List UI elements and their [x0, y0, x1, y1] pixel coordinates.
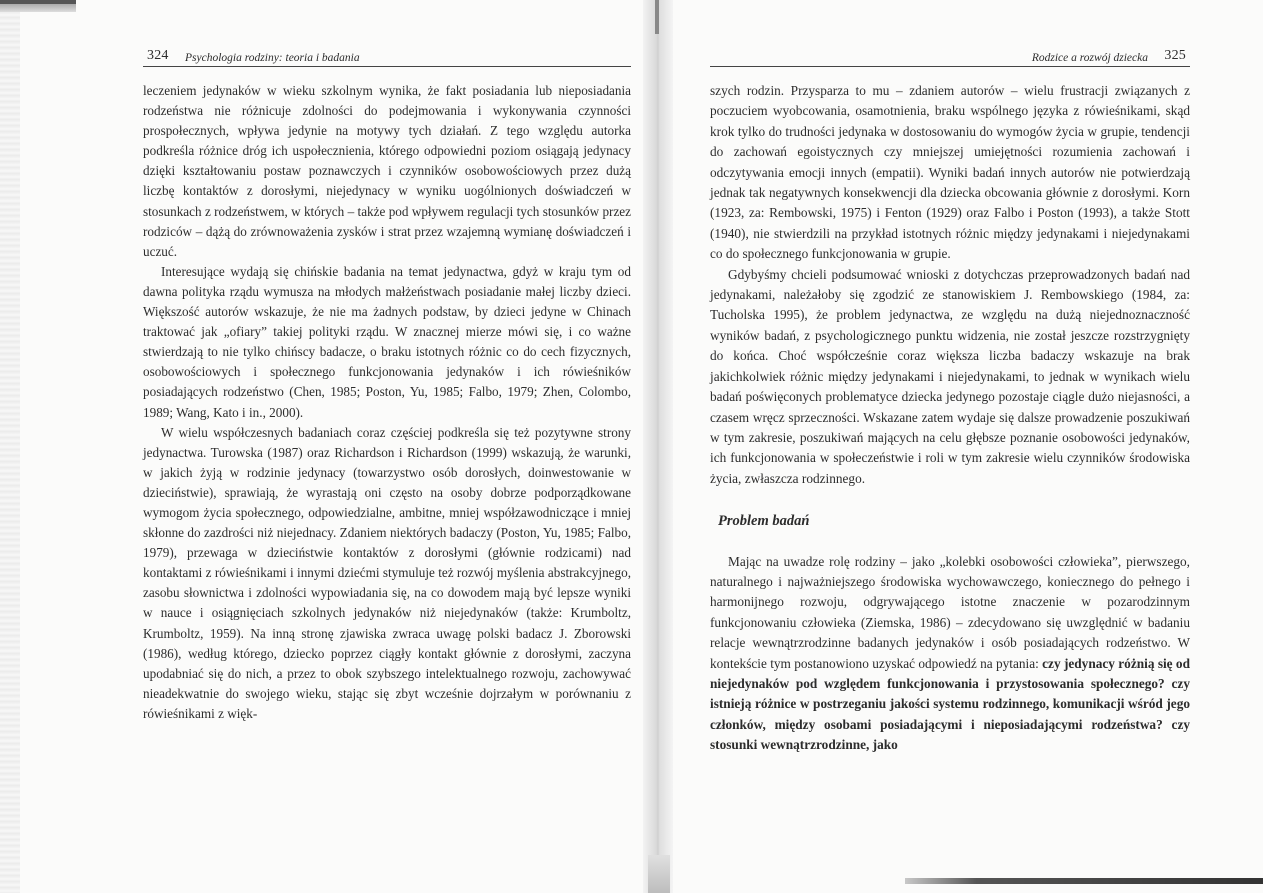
paragraph: W wielu współczesnych badaniach coraz częściej podkreśla się też pozytywne strony jedynactwa. Turowska (1987) oraz Richardson i Richardson (1999) wskazują, że warunki, w jakich żyją w rodzinie jedynacy (towarzystwo osób dorosłych, doinwestowanie w dzieciństwie), sprawiają, że wyrastają oni często na osoby dobrze podporządkowane wymogom życia społecznego, odpowiedzialne, ambitne, mniej współzawodniczące i mniej skłonne do zazdrości niż niejednacy. Zdaniem niektórych badaczy (Poston, Yu, 1985; Falbo, 1979), przewaga w dzieciństwie kontaktów z dorosłymi (głównie rodzicami) nad kontaktami z rówieśnikami i innymi dziećmi stymuluje też rozwój myślenia abstrakcyjnego, zasobu słownictwa i zdolności wypowiadania się, na co dowodem mają być lepsze wyniki w nauce i osiągnięciach szkolnych jedynaków niż niejedynaków (także: Krumboltz, Krumboltz, 1959). Na inną stronę zjawiska zwraca uwagę polski badacz J. Zborowski (1986), według którego, dziecko poprzez ciągły kontakt głównie z dorosłymi, zaczyna upodabniać się do nich, a przez to obok szybszego intelektualnego rozwoju, zachowywać nieadekwatnie do swojego wieku, stając się zbyt wcześnie dojrzałym w porównaniu z rówieśnikami z więk- [143, 424, 631, 721]
running-title: Psychologia rodziny: teoria i badania [185, 52, 360, 64]
scan-corner-mark [0, 0, 76, 12]
page-edge-left [0, 12, 20, 893]
research-questions: czy jedynacy różnią się od niejedynaków pod względem funkcjonowania i przystosowania społecznego? czy istnieją różnice w postrzeganiu jakości systemu rodzinnego, komunikacji wśród jego członków, między osobami posiadającymi i nieposiadającymi rodzeństwa? czy stosunki wewnątrzrodzinne, jako [710, 655, 1190, 753]
right-page-header [710, 46, 1190, 67]
left-page-body [143, 81, 631, 724]
paragraph: szych rodzin. Przysparza to mu – zdaniem autorów – wielu frustracji związanych z poczuciem wyobcowania, osamotnienia, braku wspólnego języka z rówieśnikami, skąd krok tylko do trudności jedynaka w dostosowaniu do wymogów życia w grupie, tendencji do zachowań egoistycznych czy mniejszej umiejętności rozumienia zachowań i odczytywania emocji innych (empatii). Wyniki badań innych autorów nie potwierdzają jednak tak negatywnych konsekwencji dla dziecka obcowania głównie z dorosłymi. Korn (1923, za: Rembowski, 1975) i Fenton (1929) oraz Falbo i Poston (1993), a także Stott (1940), nie stwierdzili na przykład istotnych różnic między jedynakami i niejedynakami co do społecznego funkcjonowania w grupie. [710, 83, 1190, 262]
gutter-top-mark [655, 0, 659, 34]
right-page-body [710, 81, 1190, 756]
paragraph: Gdybyśmy chcieli podsumować wnioski z dotychczas przeprowadzonych badań nad jedynakami, należałoby się zgodzić ze stanowiskiem J. Rembowskiego (1984, za: Tucholska 1995), że problem jedynactwa, ze względu na dużą niejednoznaczność wyników badań, z psychologicznego punktu widzenia, nie został jeszcze rozstrzygnięty do końca. Choć współcześnie coraz większa liczba badaczy wskazuje na brak jakichkolwiek różnic między jedynakami i niejedynakami, to jednak w wynikach wielu badań poświęconych problematyce dziecka jedynego pozostaje ciągle dużo niejasności, a czasem wręcz sprzeczności. Wskazane zatem wydaje się dalsze prowadzenie poszukiwań w tym zakresie, poszukiwań mających na celu głębsze poznanie osobowości jedynaków, ich funkcjonowania w społeczeństwie i roli w tym zakresie wielu czynników środowiska życia, zwłaszcza rodzinnego. [710, 266, 1190, 486]
gutter-bottom-mark [648, 855, 670, 893]
left-page-header [143, 46, 631, 67]
paragraph: leczeniem jedynaków w wieku szkolnym wynika, że fakt posiadania lub nieposiadania rodzeństwa nie różnicuje zdolności do podejmowania i wykonywania czynności prospołecznych, wpływa jedynie na motywy tych działań. Z tego względu autorka podkreśla różnice dróg ich uspołecznienia, którego odpowiedni poziom osiągają jedynacy dzięki kształtowaniu postaw poznawczych i czynników osobowościowych przez dużą liczbę kontaktów z dorosłymi, niejedynacy w wyniku uogólnionych doświadczeń w stosunkach z rodzeństwem, w których – także pod wpływem regulacji tych stosunków przez rodziców – dążą do zrównoważenia zysków i strat przez wzajemną wymianę doświadczeń i uczuć. [143, 83, 631, 259]
book-gutter [643, 0, 673, 893]
section-heading: Problem badań [718, 513, 810, 530]
paragraph: Interesujące wydają się chińskie badania na temat jedynactwa, gdyż w kraju tym od dawna polityka rządu wymusza na młodych małżeństwach posiadanie małej liczby dzieci. Większość autorów wskazuje, że nie ma żadnych podstaw, by dzieci jedyne w Chinach traktować jak „ofiary” takiej polityki rządu. W znacznej mierze mówi się, i co ważne stwierdzają to nie tylko chińscy badacze, o braku istotnych różnic co do cech fizycznych, osobowościowych i społecznego funkcjonowania jedynaków i ich rówieśników posiadających rodzeństwo (Chen, 1985; Poston, Yu, 1985; Falbo, 1979; Zhen, Colombo, 1989; Wang, Kato i in., 2000). [143, 263, 631, 420]
right-page [710, 46, 1190, 756]
paragraph [710, 552, 1190, 756]
left-page [143, 46, 631, 724]
scan-bottom-bar [905, 878, 1263, 884]
page-number: 324 [147, 48, 169, 63]
paragraph-text: Mając na uwadze rolę rodziny – jako „kolebki osobowości człowieka”, pierwszego, naturalnego i najważniejszego środowiska wychowawczego, koniecznego do pełnego i harmonijnego rozwoju, odgrywającego istotne znaczenie w pozarodzinnym funkcjonowaniu człowieka (Ziemska, 1986) – zdecydowano się uwzględnić w badaniu relacje wewnątrzrodzinne badanych jedynaków i osób posiadających rodzeństwo. W kontekście tym postanowiono uzyskać odpowiedź na pytania: [710, 553, 1190, 671]
page-number: 325 [1164, 48, 1186, 63]
running-title: Rodzice a rozwój dziecka [1031, 52, 1148, 64]
